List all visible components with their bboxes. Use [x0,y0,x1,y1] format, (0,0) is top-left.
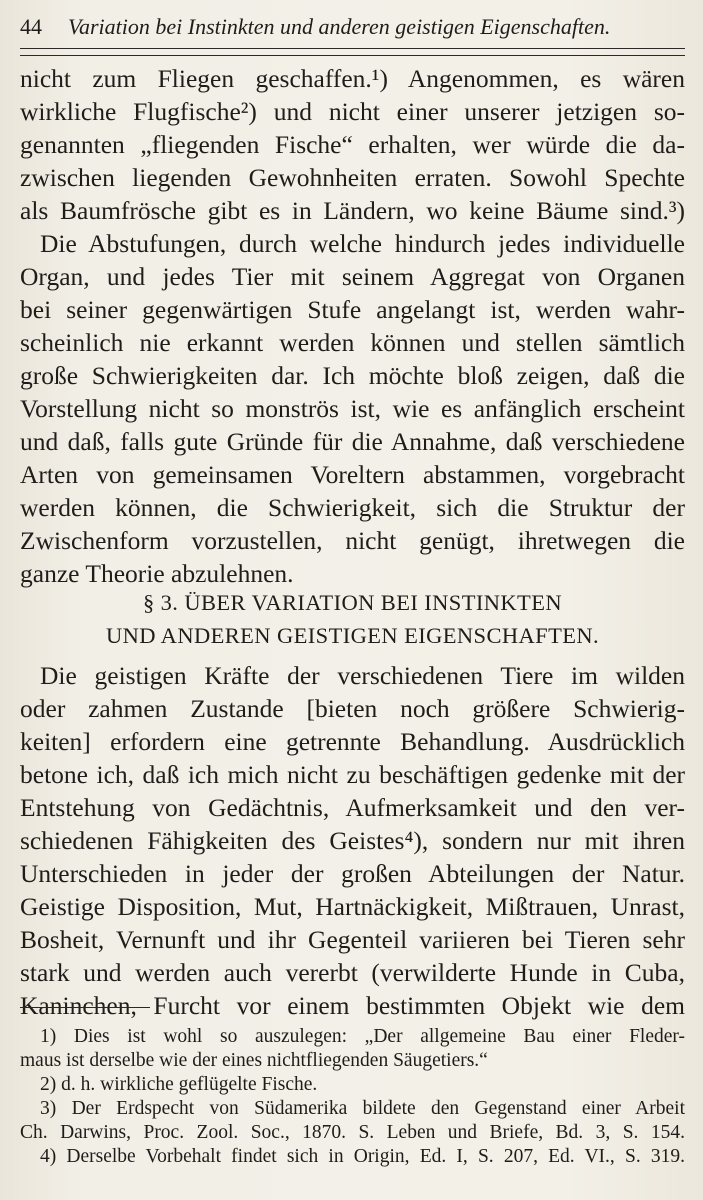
text-line: Unterschieden in jeder der großen Abteilungen der Natur. [20,859,685,888]
text-line: Entstehung von Gedächtnis, Aufmerksamkeit und den ver- [20,793,685,822]
footnote-rule [20,1007,150,1008]
text-line: genannten „fliegenden Fische“ erhalten, wer würde die da- [20,130,685,159]
paragraph-2 [20,227,685,590]
body-text-top [20,62,685,590]
section-heading [20,586,685,652]
text-line: Arten von gemeinsamen Voreltern abstammen, vorgebracht [20,460,685,489]
text-line: wirkliche Flugfische²) und nicht einer unserer jetzigen so- [20,97,685,126]
text-line: Bosheit, Vernunft und ihr Gegenteil variieren bei Tieren sehr [20,925,685,954]
text-line: Zwischenform vorzustellen, nicht genügt, ihretwegen die [20,526,685,555]
text-line: stark und werden auch vererbt (verwilderte Hunde in Cuba, [20,958,685,987]
text-line: und daß, falls gute Gründe für die Annahme, daß verschiedene [20,427,685,456]
text-line: Organ, und jedes Tier mit seinem Aggregat von Organen [20,262,685,291]
text-line: Vorstellung nicht so monströs ist, wie es anfänglich erscheint [20,394,685,423]
text-line: betone ich, daß ich mich nicht zu beschäftigen gedenke mit der [20,760,685,789]
text-line: schiedenen Fähigkeiten des Geistes⁴), sondern nur mit ihren [20,826,685,855]
footnotes [20,1025,685,1169]
footnote-line: maus ist derselbe wie der eines nichtfliegenden Säugetiers.“ [20,1050,488,1071]
text-line: Die geistigen Kräfte der verschiedenen Tiere im wilden [40,661,685,690]
text-line: ganze Theorie abzulehnen. [20,559,294,588]
paragraph-1 [20,62,685,227]
header-rule [20,48,685,56]
text-line: Die Abstufungen, durch welche hindurch jedes individuelle [40,229,685,258]
section-heading-line: UND ANDEREN GEISTIGEN EIGENSCHAFTEN. [105,623,600,648]
text-line: bei seiner gegenwärtigen Stufe angelangt ist, werden wahr- [20,295,685,324]
running-title: Variation bei Instinkten und anderen geistigen Eigenschaften. [68,14,611,39]
section-heading-line: § 3. ÜBER VARIATION BEI INSTINKTEN [142,590,562,615]
text-line: scheinlich nie erkannt werden können und stellen sämtlich [20,328,685,357]
text-line: große Schwierigkeiten dar. Ich möchte bloß zeigen, daß die [20,361,685,390]
footnote-line: Ch. Darwins, Proc. Zool. Soc., 1870. S. Leben und Briefe, Bd. 3, S. 154. [20,1122,685,1143]
page-number: 44 [20,14,42,39]
footnote-line: 3) Der Erdspecht von Südamerika bildete den Gegenstand einer Arbeit [40,1098,685,1119]
text-line: werden können, die Schwierigkeit, sich die Struktur der [20,493,685,522]
text-line: nicht zum Fliegen geschaffen.¹) Angenommen, es wären [20,64,685,93]
paragraph-3 [20,659,685,1022]
text-line: als Baumfrösche gibt es in Ländern, wo keine Bäume sind.³) [20,196,685,225]
footnote-line: 1) Dies ist wohl so auszulegen: „Der allgemeine Bau einer Fleder- [40,1026,685,1047]
text-line: Geistige Disposition, Mut, Hartnäckigkeit, Mißtrauen, Unrast, [20,892,685,921]
text-line: oder zahmen Zustande [bieten noch größere Schwierig- [20,694,685,723]
page-header [20,14,685,48]
text-line: Kaninchen, Furcht vor einem bestimmten Objekt wie dem [20,991,685,1020]
footnote-line: 4) Derselbe Vorbehalt findet sich in Origin, Ed. I, S. 207, Ed. VI., S. 319. [40,1146,685,1167]
text-line: zwischen liegenden Gewohnheiten erraten. Sowohl Spechte [20,163,685,192]
text-line: keiten] erfordern eine getrennte Behandlung. Ausdrücklich [20,727,685,756]
footnote-line: 2) d. h. wirkliche geflügelte Fische. [40,1074,318,1095]
